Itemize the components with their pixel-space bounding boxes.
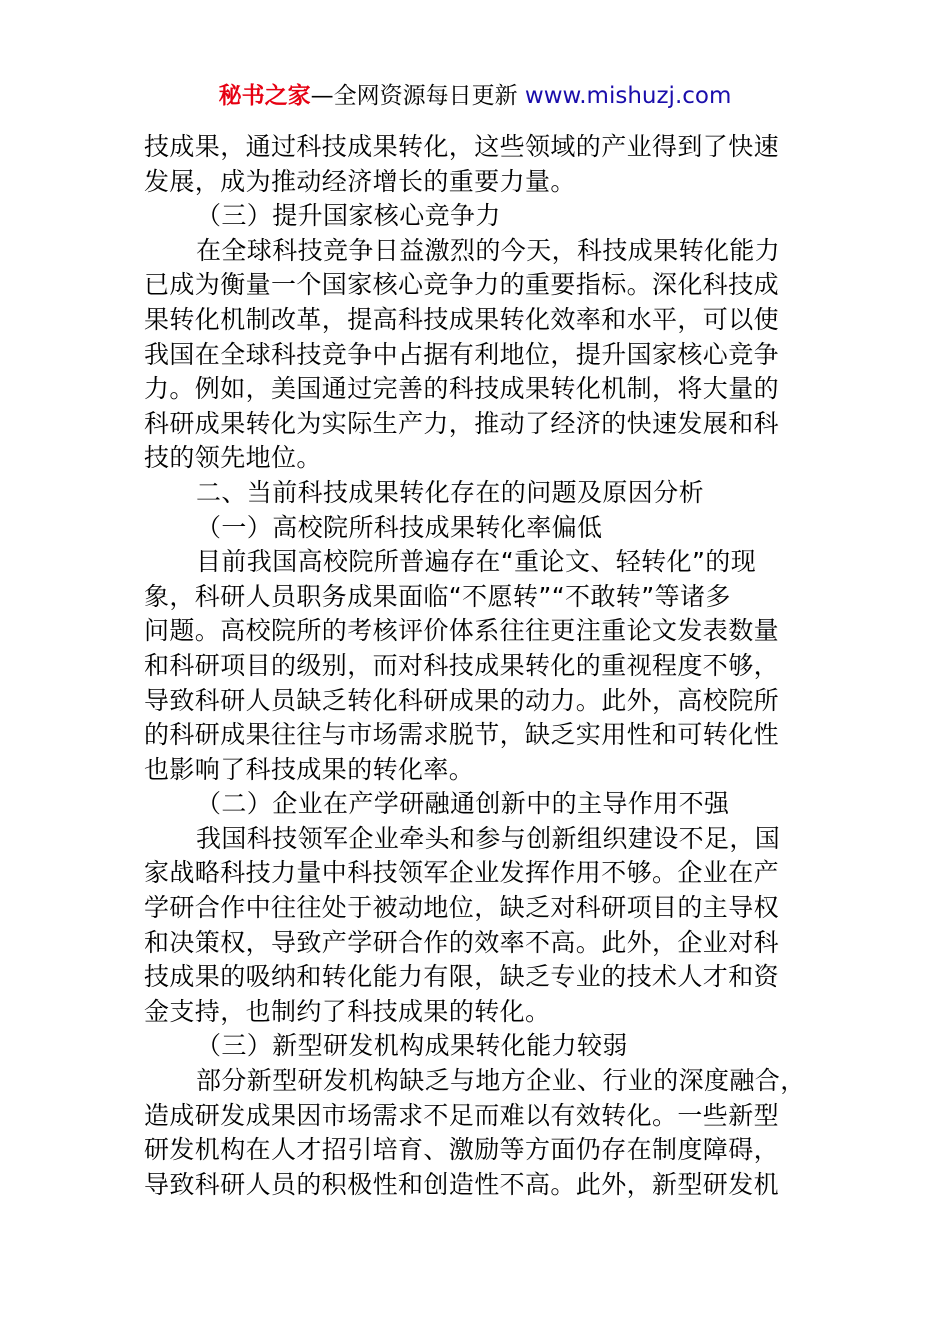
text-line: 的科研成果往往与市场需求脱节，缺乏实用性和可转化性 bbox=[144, 720, 780, 750]
text-line: 技成果的吸纳和转化能力有限，缺乏专业的技术人才和资 bbox=[144, 962, 780, 992]
text-line: 导致科研人员缺乏转化科研成果的动力。此外，高校院所 bbox=[144, 685, 780, 715]
text-line: 导致科研人员的积极性和创造性不高。此外，新型研发机 bbox=[144, 1169, 780, 1199]
text-line: 科研成果转化为实际生产力，推动了经济的快速发展和科 bbox=[144, 408, 780, 438]
text-line: （一）高校院所科技成果转化率偏低 bbox=[196, 512, 603, 542]
text-line: 我国科技领军企业牵头和参与创新组织建设不足，国 bbox=[196, 823, 781, 853]
site-brand: 秘书之家 bbox=[218, 83, 311, 109]
text-line: 金支持，也制约了科技成果的转化。 bbox=[144, 996, 551, 1026]
text-line: 问题。高校院所的考核评价体系往往更注重论文发表数量 bbox=[144, 616, 780, 646]
text-line: 技的领先地位。 bbox=[144, 443, 322, 473]
text-line: 二、当前科技成果转化存在的问题及原因分析 bbox=[196, 477, 705, 507]
text-line: 和科研项目的级别，而对科技成果转化的重视程度不够， bbox=[144, 650, 780, 680]
text-line: 学研合作中往往处于被动地位，缺乏对科研项目的主导权 bbox=[144, 893, 780, 923]
site-url-link[interactable]: www.mishuzj.com bbox=[524, 83, 732, 109]
text-line: 也影响了科技成果的转化率。 bbox=[144, 754, 475, 784]
text-line: 和决策权，导致产学研合作的效率不高。此外，企业对科 bbox=[144, 927, 780, 957]
text-line: （三）新型研发机构成果转化能力较弱 bbox=[196, 1031, 628, 1061]
text-line: 研发机构在人才招引培育、激励等方面仍存在制度障碍， bbox=[144, 1135, 780, 1165]
text-line: 发展，成为推动经济增长的重要力量。 bbox=[144, 166, 576, 196]
text-line: 目前我国高校院所普遍存在“重论文、轻转化”的现 bbox=[196, 547, 757, 577]
text-line: 力。例如，美国通过完善的科技成果转化机制，将大量的 bbox=[144, 374, 780, 404]
text-line: 技成果，通过科技成果转化，这些领域的产业得到了快速 bbox=[144, 132, 780, 161]
text-line: 部分新型研发机构缺乏与地方企业、行业的深度融合， bbox=[196, 1066, 806, 1096]
text-line: （二）企业在产学研融通创新中的主导作用不强 bbox=[196, 789, 730, 819]
site-header bbox=[0, 80, 950, 112]
text-line: 已成为衡量一个国家核心竞争力的重要指标。深化科技成 bbox=[144, 270, 780, 300]
site-tagline: —全网资源每日更新 bbox=[310, 83, 525, 109]
document-body bbox=[144, 130, 812, 1202]
text-line: 我国在全球科技竞争中占据有利地位，提升国家核心竞争 bbox=[144, 339, 780, 369]
text-line: 造成研发成果因市场需求不足而难以有效转化。一些新型 bbox=[144, 1100, 780, 1130]
text-line: （三）提升国家核心竞争力 bbox=[196, 201, 501, 231]
text-line: 象，科研人员职务成果面临“不愿转”“不敢转”等诸多 bbox=[144, 581, 731, 611]
text-line: 在全球科技竞争日益激烈的今天，科技成果转化能力 bbox=[196, 235, 781, 265]
text-line: 家战略科技力量中科技领军企业发挥作用不够。企业在产 bbox=[144, 858, 780, 888]
text-line: 果转化机制改革，提高科技成果转化效率和水平，可以使 bbox=[144, 304, 780, 334]
